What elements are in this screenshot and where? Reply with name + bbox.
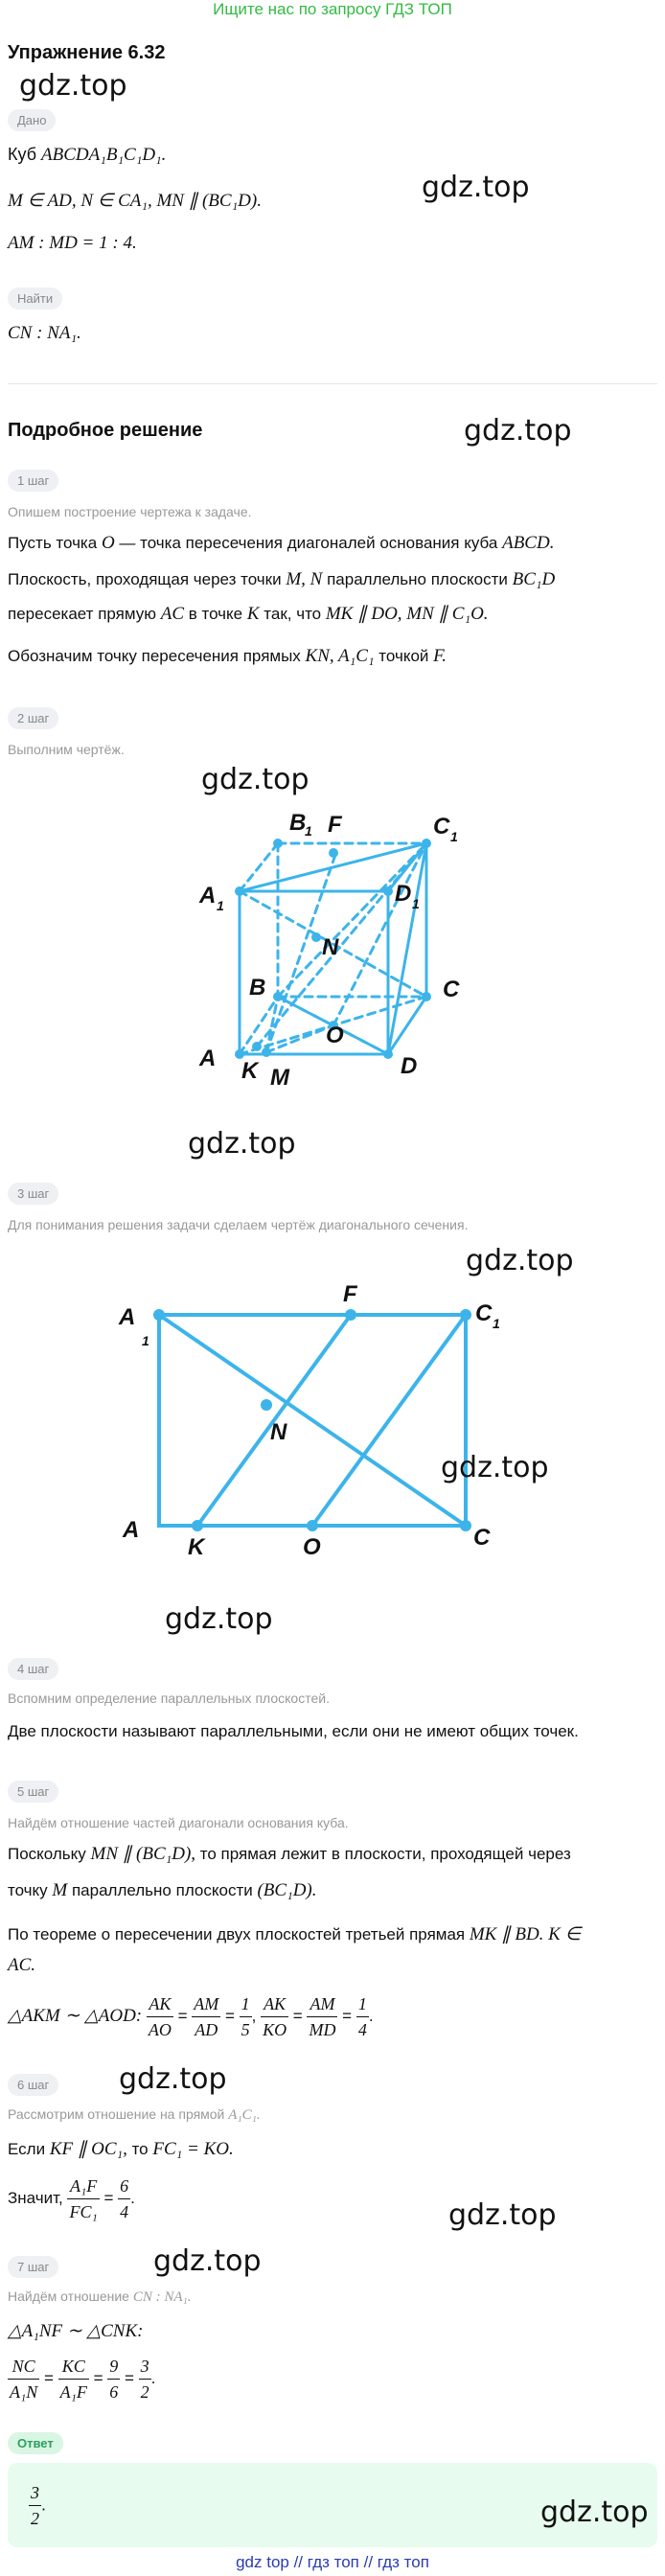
step-3-chip: 3 шаг bbox=[8, 1183, 58, 1205]
given-chip: Дано bbox=[8, 109, 56, 131]
solution-title: Подробное решение bbox=[8, 420, 203, 441]
step-2-note: Выполним чертёж. bbox=[8, 742, 125, 757]
label-C1: C bbox=[475, 1300, 493, 1326]
watermark: gdz.top bbox=[466, 1244, 574, 1277]
footer-links[interactable]: gdz top // гдз топ // гдз топ bbox=[236, 2553, 429, 2571]
svg-text:1: 1 bbox=[217, 898, 224, 913]
label-C1: C bbox=[433, 814, 450, 840]
svg-text:1: 1 bbox=[142, 1333, 149, 1348]
step-5-equation: △AKM ∼ △AOD: $\frac{AK}{AO}$ = $\frac{AM}{AD}$ = $\frac{1}{5}$ , $\frac{AK}{KO}$ = $\frac{AM}{MD}$ = $\frac{1}{4}$ . bbox=[8, 1991, 374, 2042]
top-search-link[interactable]: Ищите нас по запросу ГДЗ ТОП bbox=[213, 0, 452, 18]
step-5-line-2: точку M параллельно плоскости (BC₁D). bbox=[8, 1880, 317, 1900]
given-line-3: AM : MD = 1 : 4. bbox=[8, 233, 137, 253]
find-line: CN : NA₁. bbox=[8, 323, 81, 343]
label-O: O bbox=[303, 1534, 321, 1558]
label-F: F bbox=[343, 1281, 357, 1307]
page-title: Упражнение 6.32 bbox=[8, 42, 166, 63]
step-3-note: Для понимания решения задачи сделаем чертёж диагонального сечения. bbox=[8, 1217, 469, 1232]
watermark: gdz.top bbox=[540, 2496, 649, 2529]
step-1-note: Опишем построение чертежа к задаче. bbox=[8, 504, 252, 519]
given-line-1: Куб ABCDA₁B₁C₁D₁. bbox=[8, 145, 167, 165]
label-D: D bbox=[401, 1053, 418, 1079]
label-D1: D bbox=[395, 881, 412, 907]
label-A: A bbox=[199, 1046, 217, 1071]
step-6-line-1: Если KF ∥ OC₁, то FC₁ = KO. bbox=[8, 2139, 234, 2159]
label-M: M bbox=[270, 1065, 289, 1091]
svg-text:1: 1 bbox=[305, 823, 312, 839]
cube-diagram bbox=[182, 795, 498, 1092]
label-C: C bbox=[473, 1525, 491, 1551]
step-2-chip: 2 шаг bbox=[8, 707, 58, 729]
step-1-line-4: Обозначим точку пересечения прямых KN, A₁C₁ точкой F. bbox=[8, 646, 447, 666]
watermark: gdz.top bbox=[165, 1602, 273, 1636]
watermark: gdz.top bbox=[422, 171, 530, 204]
svg-text:1: 1 bbox=[412, 896, 420, 911]
step-6-note: Рассмотрим отношение на прямой A₁C₁. bbox=[8, 2106, 261, 2123]
label-C: C bbox=[443, 977, 460, 1002]
label-K: K bbox=[241, 1058, 259, 1084]
step-1-chip: 1 шаг bbox=[8, 470, 58, 492]
step-5-line-3: По теореме о пересечении двух плоскостей третьей прямая MK ∥ BD. K ∈ bbox=[8, 1924, 582, 1944]
answer-value: $\frac{3}{2}$ . bbox=[29, 2480, 46, 2531]
step-4-text: Две плоскости называют параллельными, если они не имеют общих точек. bbox=[8, 1722, 579, 1740]
watermark: gdz.top bbox=[448, 2198, 557, 2232]
label-N: N bbox=[270, 1419, 287, 1445]
answer-chip: Ответ bbox=[8, 2432, 63, 2454]
watermark: gdz.top bbox=[464, 414, 572, 448]
label-A1: A bbox=[119, 1304, 136, 1330]
find-chip: Найти bbox=[8, 288, 62, 310]
watermark: gdz.top bbox=[153, 2244, 262, 2278]
step-6-line-2: Значит, $\frac{\text{A₁F}}{\text{FC₁}}$ = $\frac{6}{4}$ . bbox=[8, 2174, 135, 2224]
watermark: gdz.top bbox=[188, 1127, 296, 1161]
label-K: K bbox=[188, 1534, 205, 1558]
watermark: gdz.top bbox=[201, 763, 310, 796]
step-6-chip: 6 шаг bbox=[8, 2074, 58, 2096]
watermark: gdz.top bbox=[119, 2062, 227, 2096]
step-7-chip: 7 шаг bbox=[8, 2256, 58, 2278]
step-5-line-4: AC. bbox=[8, 1955, 36, 1975]
svg-text:1: 1 bbox=[450, 829, 458, 844]
divider bbox=[8, 383, 657, 384]
step-7-equation: $\frac{NC}{\text{A₁N}}$ = $\frac{KC}{\text{A₁F}}$ = $\frac{9}{6}$ = $\frac{3}{2}$ . bbox=[8, 2354, 155, 2404]
label-N: N bbox=[322, 934, 339, 960]
step-4-chip: 4 шаг bbox=[8, 1658, 58, 1680]
label-B1: B bbox=[289, 810, 307, 836]
step-5-chip: 5 шаг bbox=[8, 1781, 58, 1803]
step-1-line-2: Плоскость, проходящая через точки M, N параллельно плоскости BC₁D bbox=[8, 569, 556, 589]
label-B: B bbox=[249, 975, 266, 1000]
label-A1: A bbox=[199, 883, 217, 908]
diagonal-section-diagram bbox=[105, 1280, 517, 1558]
svg-text:1: 1 bbox=[493, 1316, 500, 1331]
watermark: gdz.top bbox=[19, 69, 127, 103]
label-A: A bbox=[123, 1517, 140, 1543]
step-7-note: Найдём отношение CN : NA₁. bbox=[8, 2288, 192, 2305]
step-7-line-1: △A₁NF ∼ △CNK: bbox=[8, 2321, 144, 2341]
step-1-line-1: Пусть точка O — точка пересечения диагоналей основания куба ABCD. bbox=[8, 533, 555, 553]
step-1-line-3: пересекает прямую AC в точке K так, что MK ∥ DO, MN ∥ C₁O. bbox=[8, 604, 489, 624]
given-line-2: M ∈ AD, N ∈ CA₁, MN ∥ (BC₁D). bbox=[8, 191, 262, 211]
step-4-note: Вспомним определение параллельных плоскостей. bbox=[8, 1690, 330, 1706]
step-5-line-1: Поскольку MN ∥ (BC₁D), то прямая лежит в плоскости, проходящей через bbox=[8, 1844, 571, 1864]
answer-box bbox=[8, 2463, 657, 2547]
label-F: F bbox=[328, 812, 342, 838]
label-O: O bbox=[326, 1023, 344, 1048]
watermark: gdz.top bbox=[441, 1451, 549, 1484]
step-5-note: Найдём отношение частей диагонали основания куба. bbox=[8, 1815, 349, 1830]
